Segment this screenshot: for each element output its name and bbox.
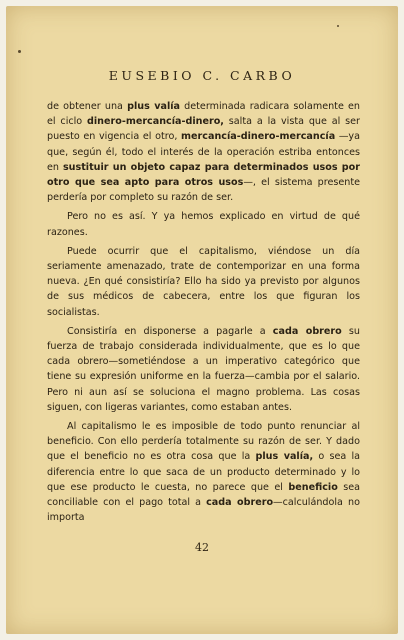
paragraph <box>47 209 360 239</box>
text-run: —ya que, según él, todo el interés de la operación estriba entonces en <box>47 131 360 173</box>
text-run: sea conciliable con el pago total a <box>47 481 360 509</box>
bold-phrase: cada obrero <box>206 497 274 509</box>
text-run: —, el sistema presente perdería por completo su razón de ser. <box>47 177 360 204</box>
text-run: determinada radicara solamente en el ciclo <box>47 101 360 128</box>
bold-phrase: cada obrero <box>272 325 342 337</box>
bold-phrase: mercancía-dinero-mercancía <box>181 131 336 143</box>
paragraph <box>47 99 360 205</box>
bold-phrase: dinero-mercancía-dinero, <box>87 116 224 128</box>
paragraph <box>47 324 360 415</box>
text-run: salta a la vista que al ser puesto en vigencia el otro, <box>47 116 360 143</box>
text-run: —calculándola no importa <box>47 497 360 524</box>
text-run: Consistiría en disponerse a pagarle a <box>67 325 273 337</box>
text-run: Al capitalismo le es imposible de todo punto renunciar al beneficio. Con ello perdería totalmente su razón de ser. Y dado que el beneficio no es otra cosa que la <box>47 421 360 463</box>
paragraph <box>47 244 360 320</box>
text-run: o sea la diferencia entre lo que saca de un producto determinado y lo que ese producto le cuesta, no parece que el <box>47 451 361 493</box>
paper-speck <box>18 50 21 53</box>
body-text <box>47 99 360 525</box>
book-page <box>6 6 398 634</box>
text-run: de obtener una <box>47 101 128 112</box>
bold-phrase: beneficio <box>288 481 338 493</box>
bold-phrase: sustituir un objeto capaz para determinados usos por otro que sea apto para otros usos <box>47 161 360 189</box>
text-run: Pero no es así. Y ya hemos explicado en virtud de qué razones. <box>47 211 360 238</box>
page-number: 42 <box>195 541 209 554</box>
text-run: su fuerza de trabajo considerada individualmente, que es lo que cada obrero—sometiéndose a un imperativo categórico que tiene su expresión uniforme en la fuerza—cambia por el salario. Pero ni aun así se soluciona el magno problema. Las cosas siguen, con ligeras variantes, como estaban antes. <box>47 325 360 413</box>
bold-phrase: plus valía, <box>255 451 314 463</box>
running-header: EUSEBIO C. CARBO <box>108 68 296 83</box>
paper-speck <box>337 25 339 27</box>
bold-phrase: plus valía <box>127 101 181 112</box>
paragraph <box>47 419 360 525</box>
text-run: Puede ocurrir que el capitalismo, viéndose un día seriamente amenazado, trate de contemporizar en una forma nueva. ¿En qué consistiría? Ello ha sido ya previsto por algunos de sus médicos de cabecera, entre los que figuran los socialistas. <box>47 245 360 318</box>
